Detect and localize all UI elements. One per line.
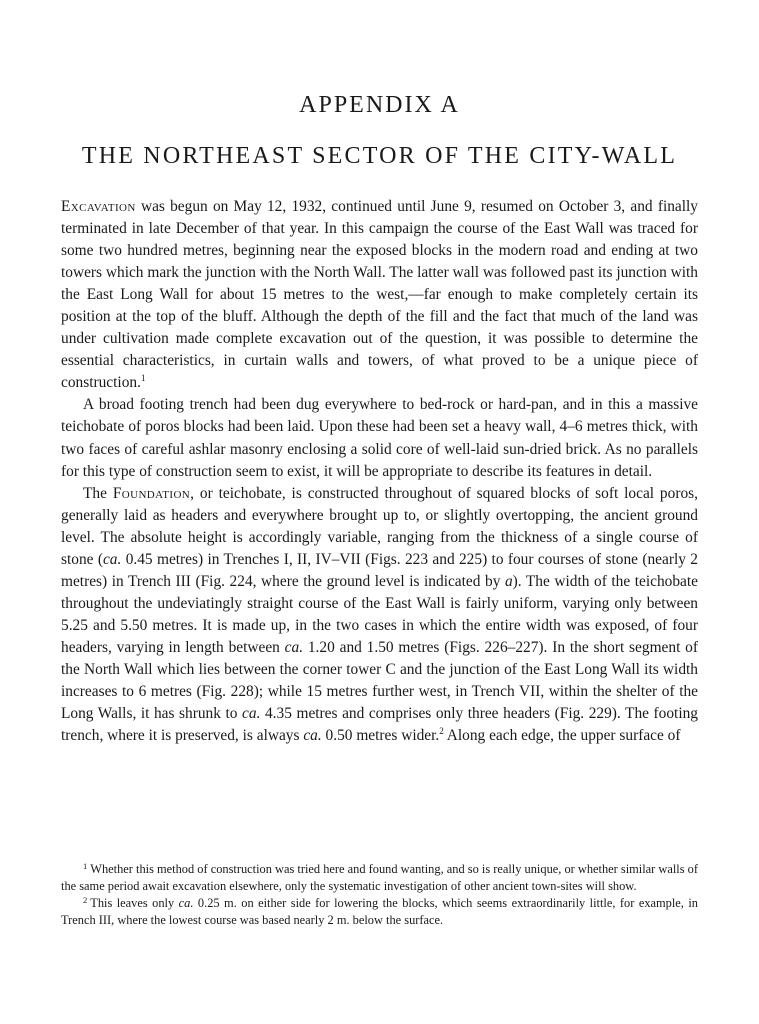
footnote-ref-1: 1: [140, 373, 146, 384]
paragraph-text: 0.50 metres wider.: [321, 727, 440, 745]
italic-ca: ca.: [178, 896, 194, 910]
paragraph-text: 4.35 metres and comprises only three headers (Fig. 229). The footing trench, where it is preserved, is always: [61, 705, 698, 745]
chapter-title: THE NORTHEAST SECTOR OF THE CITY-WALL: [81, 143, 678, 169]
paragraph-text: ). The width of the teichobate throughout the undeviatingly straight course of the East Wall is fairly uniform, varying only between 5.25 and 5.50 metres. It is made up, in the two cases in which the entire width was exposed, of four headers, varying in length between: [61, 572, 698, 656]
footnote-2: [61, 895, 698, 929]
footnote-number: 2: [83, 895, 88, 905]
footnote-ref-2: 2: [439, 726, 444, 737]
italic-alpha: a: [504, 572, 513, 590]
italic-ca: ca.: [303, 727, 322, 745]
paragraph-text: was begun on May 12, 1932, continued until June 9, resumed on October 3, and finally terminated in late December of that year. In this campaign the course of the East Wall was traced for some two hundred metres, beginning near the exposed blocks in the modern road and ending at two towers which mark the junction with the North Wall. The latter wall was followed past its junction with the East Long Wall for about 15 metres to the west,—far enough to make completely certain its position at the top of the bluff. Although the depth of the fill and the fact that much of the land was under cultivation made complete excavation out of the question, it was possible to determine the essential characteristics, in curtain walls and towers, of what proved to be a unique piece of construction.: [61, 198, 698, 392]
italic-ca: ca.: [102, 550, 122, 568]
paragraph-text: 0.45 metres) in Trenches I, II, IV–VII (Figs. 223 and 225) to four courses of stone (nearly 2 metres) in Trench III (Fig. 224, where the ground level is indicated by: [61, 550, 698, 590]
footnote-number: 1: [83, 861, 88, 871]
appendix-heading: APPENDIX A: [299, 92, 460, 118]
italic-ca: ca.: [242, 705, 261, 723]
paragraph-text: 1.20 and 1.50 metres (Figs. 226–227). In the short segment of the North Wall which lies between the corner tower C and the junction of the East Long Wall its width increases to 6 metres (Fig. 228); while 15 metres further west, in Trench VII, within the shelter of the Long Walls, it has shrunk to: [61, 638, 698, 723]
paragraph-text: , or teichobate, is constructed throughout of squared blocks of soft local poros, generally laid as headers and everywhere brought up to, or slightly overtopping, the ancient ground level. The absolute height is accordingly variable, ranging from the thickness of a single course of stone (: [61, 484, 698, 568]
footnote-text: 0.25 m. on either side for lowering the blocks, which seems extraordinarily little, for example, in Trench III, where the lowest course was based nearly 2 m. below the surface.: [61, 896, 699, 927]
footnote-1: [61, 861, 698, 895]
footnote-text: This leaves only: [90, 896, 179, 910]
footnote-text: Whether this method of construction was tried here and found wanting, and so is really unique, or whether similar walls of the same period await excavation elsewhere, only the systematic investigation of other ancient town-sites will show.: [61, 862, 698, 893]
body-text: [61, 196, 698, 747]
paragraph-3: [61, 483, 698, 748]
small-caps-lead: Foundation: [112, 484, 191, 502]
italic-ca: ca.: [284, 638, 304, 656]
paragraph-text: Along each edge, the upper surface of: [443, 727, 681, 745]
small-caps-lead: Excavation: [61, 198, 136, 215]
paragraph-text: The: [83, 484, 113, 502]
footnotes: [61, 861, 698, 929]
paragraph-2: A broad footing trench had been dug everywhere to bed-rock or hard-pan, and in this a massive teichobate of poros blocks had been laid. Upon these had been set a heavy wall, 4–6 metres thick, with two faces of careful ashlar masonry enclosing a solid core of well-laid sun-dried brick. As no parallels for this type of construction seem to exist, it will be appropriate to describe its features in detail.: [61, 396, 698, 480]
paragraph-1: [61, 196, 698, 394]
